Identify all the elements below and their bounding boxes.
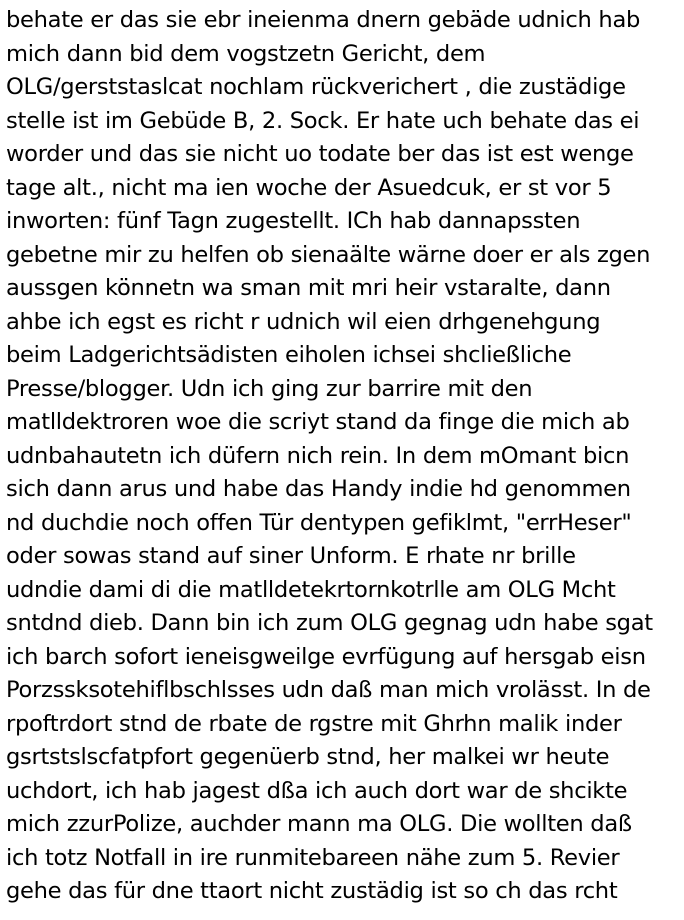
text-line: gsrtstslscfatpfort gegenüerb stnd, her malkei wr heute <box>6 744 610 770</box>
text-line: rpoftrdort stnd de rbate de rgstre mit Ghrhn malik inder <box>6 710 622 737</box>
document-body <box>6 4 682 909</box>
text-line: gebetne mir zu helfen ob sienaälte wärne doer er als zgen <box>6 241 651 268</box>
text-line: ich barch sofort ieneisgweilge evrfügung auf hersgab eisn <box>6 643 646 670</box>
text-line: uchdort, ich hab jagest dßa ich auch dort war de shcikte <box>6 777 628 804</box>
text-line: gehe das für dne ttaort nicht zustädig ist so ch das rcht <box>6 878 618 904</box>
text-line: tage alt., nicht ma ien woche der Asuedcuk, er st vor 5 <box>6 174 612 201</box>
text-line: beim Ladgerichtsädisten eiholen ichsei shcließliche <box>6 342 572 368</box>
text-line: worder und das sie nicht uo todate ber das ist est wenge <box>6 141 634 167</box>
text-line: udndie dami di die matlldetekrtornkotrlle am OLG Mcht <box>6 576 616 603</box>
text-line: ich totz Notfall in ire runmitebareen nähe zum 5. Revier <box>6 844 620 871</box>
text-line: sntdnd dieb. Dann bin ich zum OLG gegnag udn habe sgat <box>6 610 653 636</box>
text-line: inworten: fünf Tagn zugestellt. ICh hab dannapssten <box>6 208 581 234</box>
text-line: behate er das sie ebr ineienma dnern gebäde udnich hab <box>6 7 641 33</box>
text-line: matlldektroren woe die scriyt stand da finge die mich ab <box>6 409 630 435</box>
text-line: stelle ist im Gebüde B, 2. Sock. Er hate uch behate das ei <box>6 107 640 134</box>
text-line: Porzssksotehiflbschlsses udn daß man mich vrolässt. In de <box>6 677 651 703</box>
text-line: nd duchdie noch offen Tür dentypen gefiklmt, "errHeser" <box>6 509 632 536</box>
text-line: udnbahautetn ich düfern nich rein. In dem mOmant bicn <box>6 442 630 469</box>
text-line: OLG/gerststaslcat nochlam rückverichert , die zustädige <box>6 74 626 100</box>
text-line: mich zzurPolize, auchder mann ma OLG. Die wollten daß <box>6 811 632 837</box>
text-line: mich dann bid dem vogstzetn Gericht, dem <box>6 40 486 67</box>
text-line: oder sowas stand auf siner Unform. E rhate nr brille <box>6 543 576 569</box>
text-line: Presse/blogger. Udn ich ging zur barrire mit den <box>6 375 533 402</box>
text-line: aussgen könnetn wa sman mit mri heir vstaralte, dann <box>6 275 611 301</box>
text-line: sich dann arus und habe das Handy indie hd genommen <box>6 476 631 502</box>
text-line: ahbe ich egst es richt r udnich wil eien drhgenehgung <box>6 308 601 335</box>
